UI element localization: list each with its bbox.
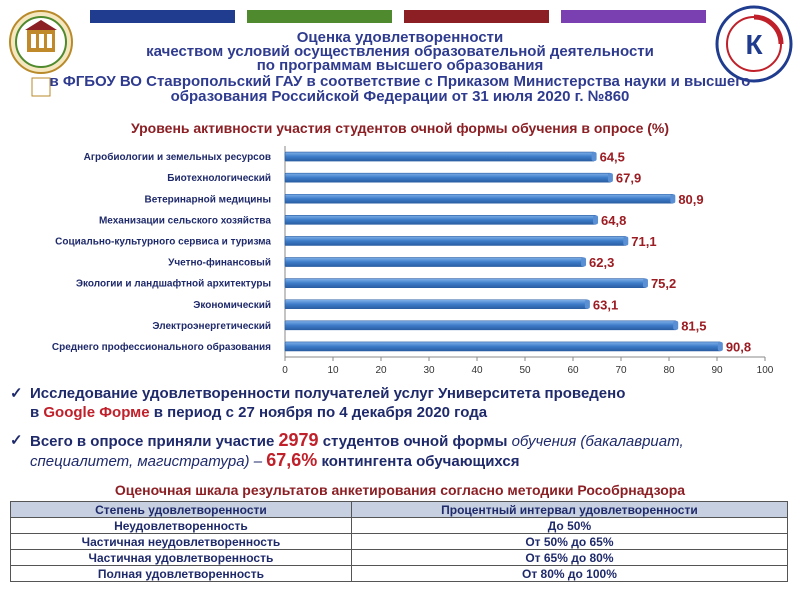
title-line-2: качеством условий осуществления образовательной деятельности	[146, 43, 654, 60]
bar-value-label: 62,3	[589, 255, 615, 271]
x-tick-label: 60	[567, 365, 579, 376]
scale-cell-interval: До 50%	[351, 518, 787, 534]
header-strip-red	[404, 10, 549, 23]
participants-bullet	[10, 430, 765, 471]
survey-period-text: в период с 27 ноября по 4 декабря 2020 года	[149, 404, 488, 421]
participants-percent: 67,6%	[266, 450, 318, 470]
bar-end	[718, 342, 723, 351]
participants-text-c: контингента обучающихся	[317, 453, 520, 470]
header-strip-blue	[90, 10, 235, 23]
survey-info-text-a: Исследование удовлетворенности получателей услуг Университета проведено	[30, 385, 626, 402]
participants-levels-b: специалитет, магистратура) –	[30, 453, 267, 470]
bar-value-label: 90,8	[725, 339, 752, 355]
bar	[285, 152, 595, 161]
participants-text-a: Всего в опросе приняли участие	[30, 433, 279, 450]
table-row	[11, 550, 788, 566]
bar	[285, 173, 611, 182]
check-icon: ✓	[10, 432, 23, 449]
bar	[285, 194, 673, 203]
x-tick-label: 30	[423, 365, 435, 376]
title-line-3: по программам высшего образования	[256, 57, 544, 74]
bar-value-label: 67,9	[615, 170, 642, 186]
scale-header-interval: Процентный интервал удовлетворенности	[351, 502, 787, 518]
category-label: Электроэнергетический	[152, 320, 271, 332]
bar-end	[623, 236, 628, 245]
category-label: Механизации сельского хозяйства	[98, 215, 271, 227]
bar	[285, 258, 584, 267]
x-tick-label: 90	[711, 365, 723, 376]
category-label: Социально-культурного сервиса и туризма	[55, 236, 271, 248]
scale-cell-interval: От 80% до 100%	[351, 566, 787, 582]
bar-end	[608, 173, 613, 182]
x-tick-label: 10	[327, 365, 339, 376]
bar-end	[592, 152, 597, 161]
scale-cell-degree: Частичная удовлетворенность	[11, 550, 352, 566]
category-label: Биотехнологический	[167, 173, 271, 185]
bar	[285, 236, 626, 245]
scale-cell-degree: Полная удовлетворенность	[11, 566, 352, 582]
participants-text-b: студентов очной формы	[318, 433, 512, 450]
scale-cell-interval: От 65% до 80%	[351, 550, 787, 566]
scale-cell-interval: От 50% до 65%	[351, 534, 787, 550]
table-row	[11, 566, 788, 582]
scale-table	[10, 501, 788, 582]
header-strip-purple	[561, 10, 706, 23]
x-tick-label: 80	[663, 365, 675, 376]
table-row	[11, 518, 788, 534]
bar	[285, 279, 646, 288]
category-label: Экологии и ландшафтной архитектуры	[75, 278, 271, 290]
bar-value-label: 63,1	[592, 297, 619, 313]
table-row	[11, 534, 788, 550]
title-line-4: в ФГБОУ ВО Ставропольский ГАУ в соответствие с Приказом Министерства науки и высшего	[49, 73, 751, 90]
category-label: Учетно-финансовый	[168, 257, 271, 269]
header-strip-green	[247, 10, 392, 23]
bar-end	[593, 215, 598, 224]
scale-header-row	[11, 502, 788, 518]
bar-value-label: 64,8	[601, 212, 627, 228]
bar	[285, 300, 588, 309]
survey-info-bullet	[10, 384, 765, 422]
logo-letter: К	[745, 29, 763, 60]
x-tick-label: 40	[471, 365, 483, 376]
category-label: Среднего профессионального образования	[51, 341, 271, 353]
category-label: Ветеринарной медицины	[144, 194, 271, 206]
title-line-5: образования Российской Федерации от 31 июля 2020 г. №860	[170, 88, 630, 105]
participants-levels-a: обучения (бакалавриат,	[511, 433, 684, 450]
survey-info-text-b: в	[30, 404, 44, 421]
bar-value-label: 75,2	[650, 276, 677, 292]
bar	[285, 215, 596, 224]
participation-bar-chart	[0, 140, 800, 380]
x-tick-label: 50	[519, 365, 531, 376]
bar-end	[585, 300, 590, 309]
bar-end	[670, 194, 675, 203]
category-label: Агробиологии и земельных ресурсов	[83, 152, 271, 164]
scale-cell-degree: Неудовлетворенность	[11, 518, 352, 534]
scale-header-degree: Степень удовлетворенности	[11, 502, 352, 518]
bar-value-label: 80,9	[678, 191, 704, 207]
bar-value-label: 64,5	[599, 149, 625, 165]
x-tick-label: 70	[615, 365, 627, 376]
bar-end	[581, 258, 586, 267]
title-line-1: Оценка удовлетворенности	[296, 29, 504, 46]
scale-title: Оценочная шкала результатов анкетирования согласно методики Рособрнадзора	[114, 482, 686, 498]
bar-value-label: 71,1	[631, 233, 657, 249]
bar-value-label: 81,5	[681, 318, 707, 334]
bar	[285, 342, 721, 351]
x-tick-label: 20	[375, 365, 387, 376]
chart-title: Уровень активности участия студентов очной формы обучения в опросе (%)	[130, 120, 670, 136]
check-icon: ✓	[10, 385, 23, 402]
participants-count: 2979	[278, 430, 319, 450]
bar-end	[643, 279, 648, 288]
category-label: Экономический	[193, 299, 271, 311]
x-tick-label: 100	[756, 365, 774, 376]
x-tick-label: 0	[282, 365, 288, 376]
bar	[285, 321, 676, 330]
scale-cell-degree: Частичная неудовлетворенность	[11, 534, 352, 550]
google-form-text: Google Форме	[43, 404, 150, 421]
bar-end	[673, 321, 678, 330]
